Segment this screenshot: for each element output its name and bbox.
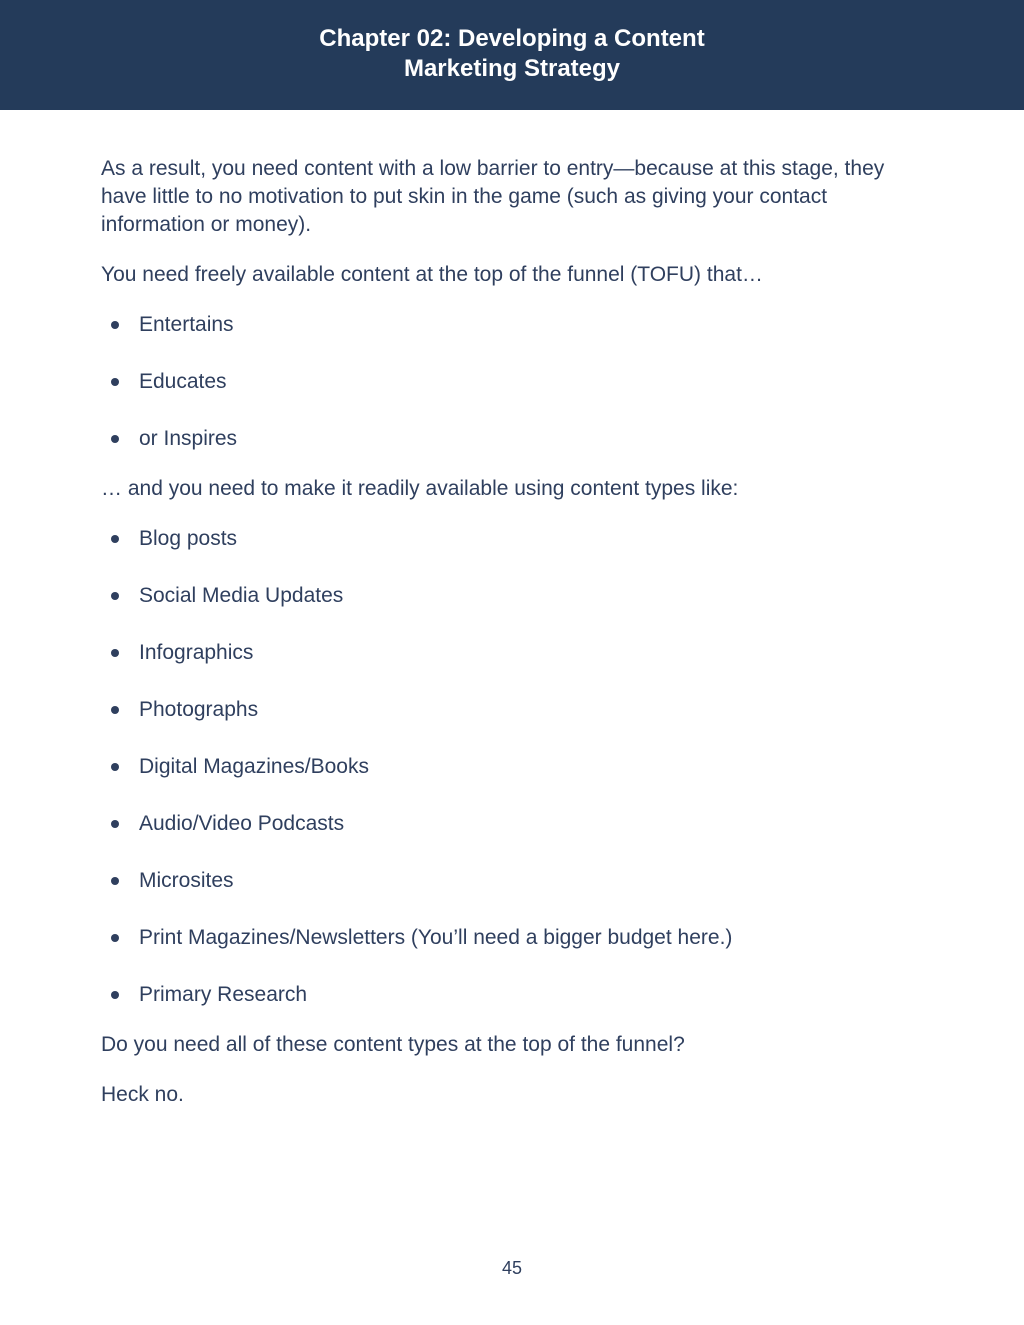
paragraph-question: Do you need all of these content types at the top of the funnel? (101, 1033, 685, 1056)
paragraph-tofu-intro: You need freely available content at the top of the funnel (TOFU) that… (101, 263, 763, 286)
list-item-text: Social Media Updates (139, 584, 344, 607)
list-item (101, 867, 931, 895)
tofu-goals-list (101, 311, 931, 453)
list-item-text: Primary Research (139, 983, 308, 1006)
list-item (101, 425, 931, 453)
bullet-icon (111, 877, 119, 885)
chapter-title-line-1: Chapter 02: Developing a Content (319, 25, 705, 52)
list-item (101, 924, 931, 952)
bullet-icon (111, 934, 119, 942)
bullet-icon (111, 991, 119, 999)
page-number: 45 (501, 1258, 523, 1278)
bullet-icon (111, 435, 119, 443)
chapter-title (319, 24, 704, 84)
list-item-text: Digital Magazines/Books (139, 755, 369, 778)
content-types-list (101, 525, 931, 1009)
list-item (101, 582, 931, 610)
bullet-icon (111, 763, 119, 771)
bullet-icon (111, 535, 119, 543)
list-item-text: Educates (139, 370, 227, 393)
paragraph-content-types-intro: … and you need to make it readily available using content types like: (101, 477, 739, 500)
list-item-text: Audio/Video Podcasts (139, 812, 345, 835)
list-item (101, 810, 931, 838)
list-item (101, 753, 931, 781)
bullet-icon (111, 649, 119, 657)
list-item (101, 981, 931, 1009)
list-item (101, 639, 931, 667)
list-item-text: Blog posts (139, 527, 238, 550)
list-item-text: Entertains (139, 313, 234, 336)
list-item (101, 696, 931, 724)
paragraph-answer: Heck no. (101, 1083, 184, 1106)
list-item-text: Photographs (139, 698, 259, 721)
page-content (101, 155, 931, 1109)
list-item-text: Print Magazines/Newsletters (You’ll need a bigger budget here.) (139, 926, 733, 949)
list-item-text: Microsites (139, 869, 234, 892)
list-item-text: Infographics (139, 641, 254, 664)
paragraph-barrier-to-entry: As a result, you need content with a low barrier to entry—because at this stage, they have little to no motivation to put skin in the game (such as giving your contact information or money). (101, 157, 885, 236)
bullet-icon (111, 592, 119, 600)
bullet-icon (111, 378, 119, 386)
bullet-icon (111, 321, 119, 329)
chapter-title-line-2: Marketing Strategy (403, 55, 621, 82)
bullet-icon (111, 820, 119, 828)
chapter-header (0, 0, 1024, 110)
list-item (101, 311, 931, 339)
list-item (101, 525, 931, 553)
list-item (101, 368, 931, 396)
bullet-icon (111, 706, 119, 714)
list-item-text: or Inspires (139, 427, 238, 450)
